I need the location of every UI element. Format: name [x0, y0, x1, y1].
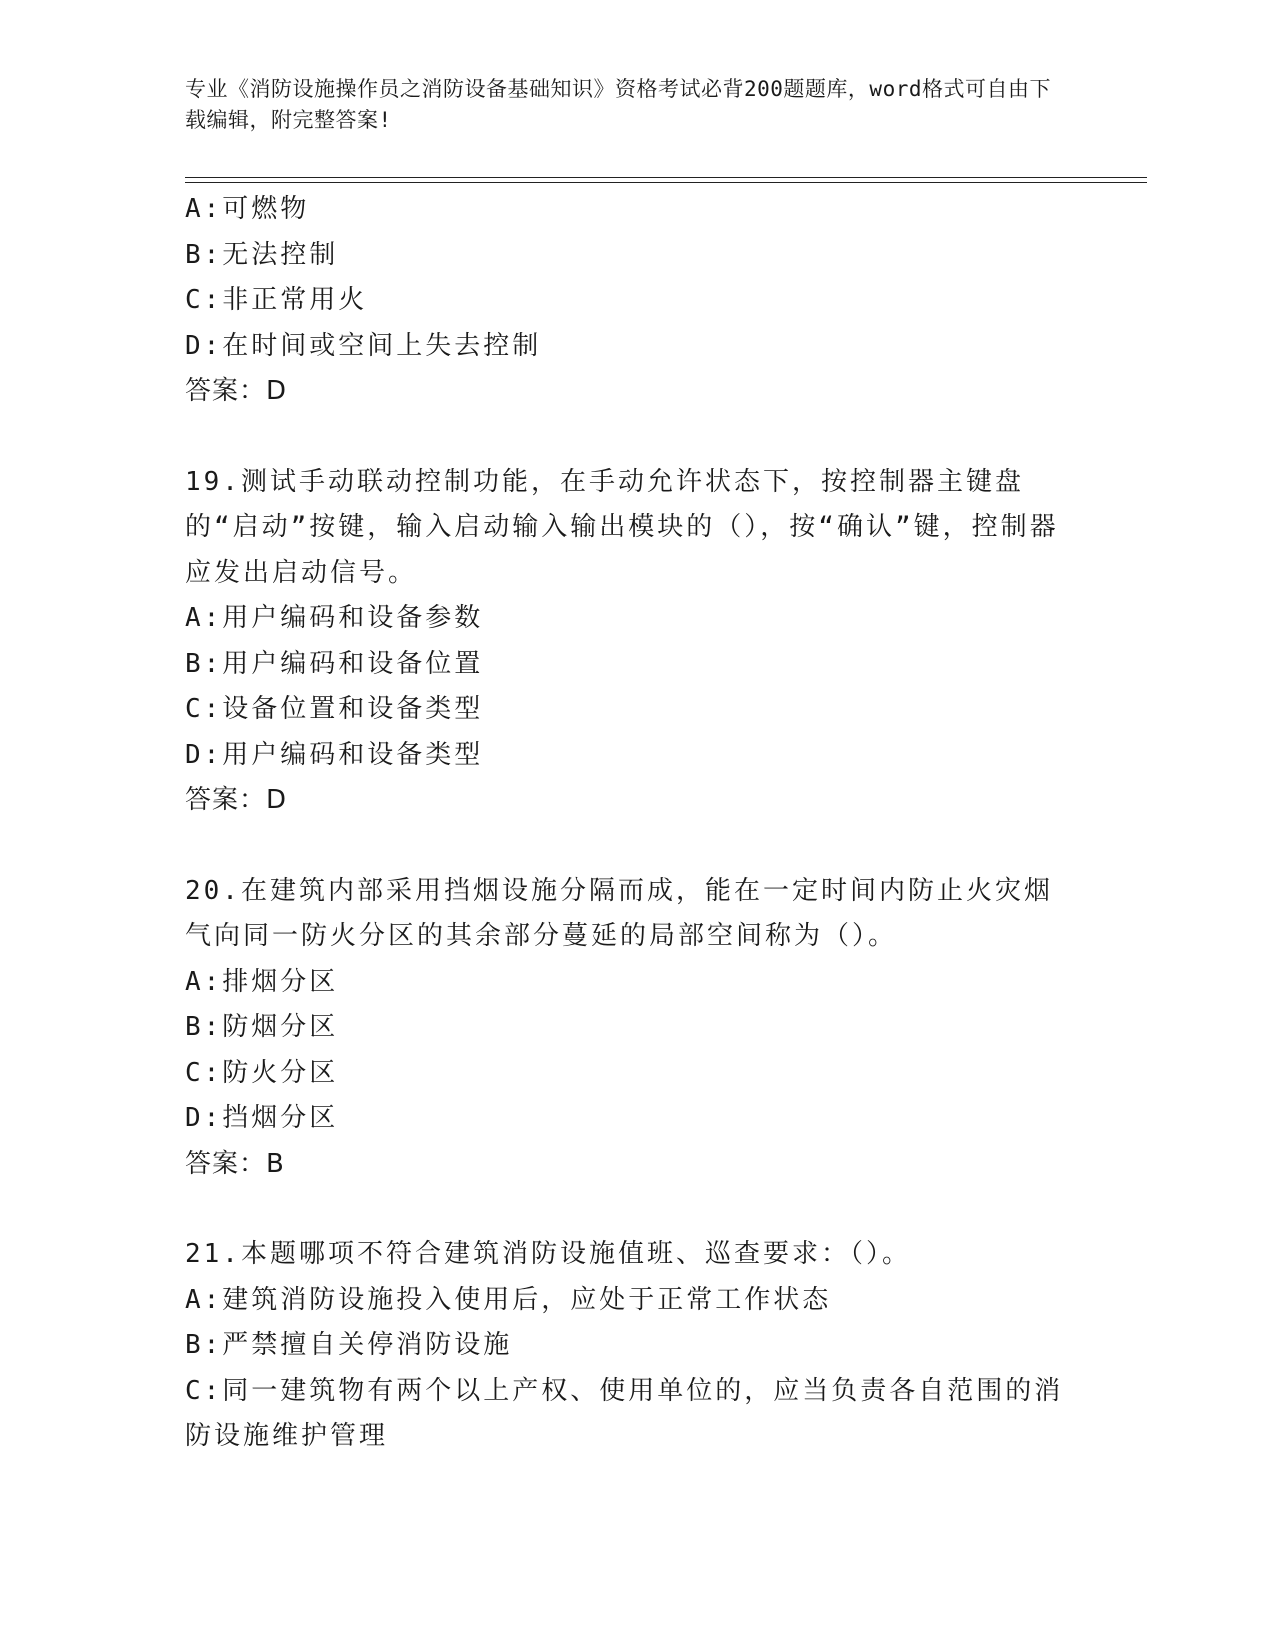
question-block — [185, 1232, 1065, 1460]
option-c: C:防火分区 — [185, 1057, 339, 1088]
document-header: 专业《消防设施操作员之消防设备基础知识》资格考试必背200题题库，word格式可自由下载编辑，附完整答案! — [185, 77, 1051, 132]
option-b: B:严禁擅自关停消防设施 — [185, 1330, 513, 1360]
option-a: A:可燃物 — [185, 194, 310, 224]
question-block — [185, 460, 1065, 824]
question-list — [185, 187, 1065, 1460]
option-a: A:排烟分区 — [185, 966, 339, 997]
option-c: C:同一建筑物有两个以上产权、使用单位的，应当负责各自范围的消防设施维护管理 — [185, 1375, 1064, 1451]
header-divider-top — [185, 177, 1147, 178]
question-stem: 21.本题哪项不符合建筑消防设施值班、巡查要求：（）。 — [185, 1239, 911, 1269]
question-stem: 20.在建筑内部采用挡烟设施分隔而成，能在一定时间内防止火灾烟气向同一防火分区的其余部分蔓延的局部空间称为（）。 — [185, 875, 1053, 951]
answer-text: 答案：D — [185, 376, 288, 406]
option-d: D:挡烟分区 — [185, 1103, 339, 1133]
header-divider-bottom — [185, 182, 1147, 183]
option-b: B:防烟分区 — [185, 1012, 339, 1042]
question-block — [185, 869, 1065, 1188]
option-a: A:建筑消防设施投入使用后，应处于正常工作状态 — [185, 1284, 832, 1315]
option-c: C:非正常用火 — [185, 285, 368, 315]
question-block — [185, 187, 1065, 415]
question-stem: 19.测试手动联动控制功能，在手动允许状态下，按控制器主键盘的“启动”按键，输入启动输入输出模块的（），按“确认”键，控制器应发出启动信号。 — [185, 466, 1059, 588]
option-d: D:用户编码和设备类型 — [185, 739, 484, 770]
answer-text: 答案：D — [185, 785, 288, 815]
option-b: B:无法控制 — [185, 239, 339, 270]
option-a: A:用户编码和设备参数 — [185, 603, 484, 633]
option-c: C:设备位置和设备类型 — [185, 694, 484, 724]
option-b: B:用户编码和设备位置 — [185, 648, 484, 679]
option-d: D:在时间或空间上失去控制 — [185, 330, 542, 361]
answer-text: 答案：B — [185, 1148, 285, 1179]
